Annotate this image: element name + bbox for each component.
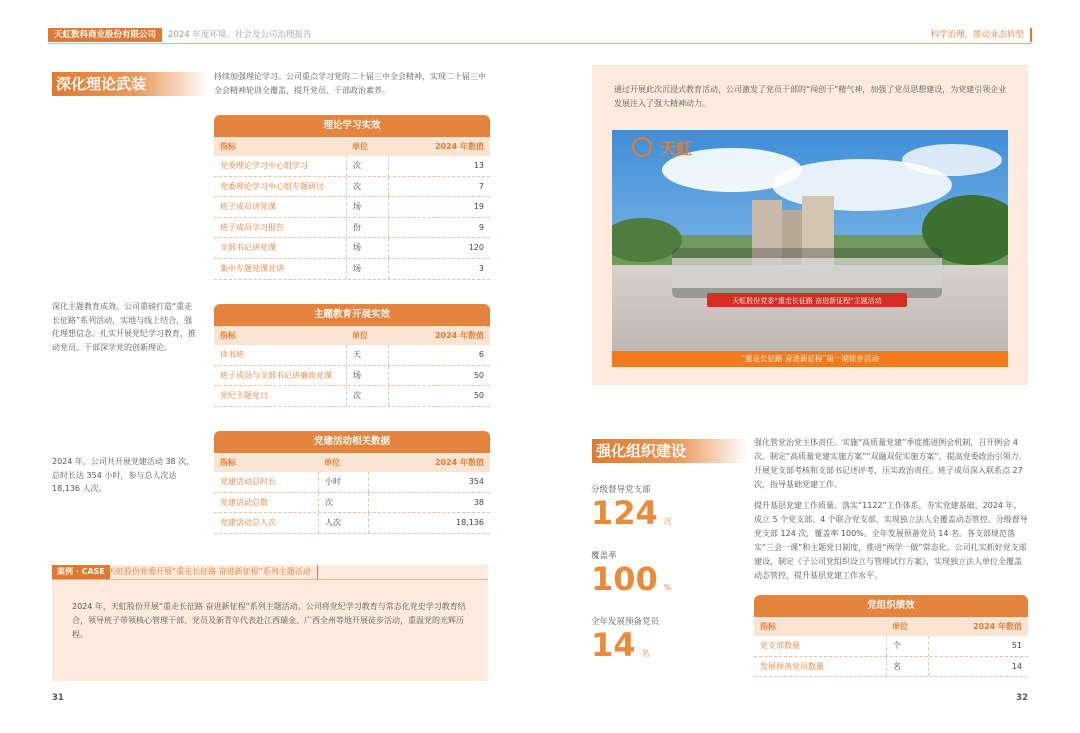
- cell-unit: 次: [318, 493, 368, 513]
- cell-value: 13: [388, 156, 490, 176]
- cell-indicator: 读书班: [220, 350, 244, 359]
- company-name: 天虹数科商业股份有限公司: [48, 28, 162, 42]
- cell-indicator: 班子成员讲党课: [220, 202, 276, 212]
- cell-indicator: 党支部数量: [760, 641, 800, 650]
- cell-unit: 份: [346, 218, 388, 238]
- header-unit: 单位: [352, 331, 368, 340]
- stat-value-probationary: [591, 628, 650, 671]
- cell-unit: 天: [346, 345, 388, 365]
- table-organization-performance: [754, 595, 1028, 677]
- stat-number: 14: [591, 626, 636, 664]
- stat-number: 124: [591, 494, 658, 532]
- header-unit: 单位: [324, 458, 340, 467]
- cell-unit: 次: [346, 386, 388, 406]
- table-row: [214, 493, 490, 514]
- section-title-organization: 强化组织建设: [592, 439, 748, 463]
- table-theory-study: [214, 115, 490, 280]
- stat-value-supervision: [591, 496, 672, 539]
- paragraph-grassroots: 提升基层党建工作质量。落实“1122”工作体系，夯实党建基础。2024 年，成立 5 个党支部、4 个联合党支部，实现独立法人全覆盖动态管控。分级督导党支部 124 次，覆盖率 100%。全年发展预备党员 14 名。各支部规范落实“三会一课”和主题党日制度，推进“两学一做”常态化。公司扎实抓好党支部建设，制定《子公司党组织设立与管理试行方案》，实现独立法人单位全覆盖动态管控，提升基层党建工作水平。: [754, 501, 1028, 580]
- table-title: 党建活动相关数据: [214, 431, 490, 453]
- cell-value: 50: [388, 366, 490, 386]
- cell-indicator: 党纪主题党日: [220, 391, 268, 401]
- table-title: 理论学习实效: [214, 115, 490, 137]
- chapter-tag: 科学治理，推动业态转型: [930, 28, 1032, 42]
- cell-indicator: 发展预备党员数量: [760, 661, 824, 671]
- header-unit: 单位: [892, 622, 908, 631]
- cell-indicator: 党建活动总数: [220, 497, 268, 507]
- cell-value: 19: [388, 197, 490, 217]
- cell-indicator: 支部书记讲党课: [220, 243, 276, 253]
- cell-unit: 场: [346, 238, 388, 258]
- cell-value: 7: [388, 177, 490, 197]
- stat-label-probationary: 全年发展预备党员: [591, 617, 660, 627]
- table-row: [214, 177, 490, 198]
- cell-unit: 人次: [318, 513, 368, 533]
- cell-indicator: 班子成员与支部书记讲廉政党课: [220, 370, 332, 380]
- table-row: [214, 366, 490, 387]
- header-value: 2024 年数值: [434, 331, 484, 340]
- cell-unit: 场: [346, 259, 388, 279]
- table-party-activities: [214, 431, 490, 534]
- table-header: [214, 137, 490, 156]
- cell-value: 120: [388, 238, 490, 258]
- cell-indicator: 党建活动总人次: [220, 518, 276, 528]
- report-title: 2024 年度环境、社会及公司治理报告: [168, 30, 312, 40]
- cell-unit: 场: [346, 366, 388, 386]
- cell-indicator: 集中专题党课宣讲: [220, 263, 284, 273]
- table-title: 主题教育开展实效: [214, 304, 490, 326]
- side-text-education: 深化主题教育成效。公司重磅打造“重走长征路”系列活动，实地与线上结合，强化理想信念。扎实开展党纪学习教育，推动党员、干部深学党的创新理论。: [52, 302, 196, 352]
- stat-label-coverage: 覆盖率: [591, 551, 617, 561]
- table-row: [214, 472, 490, 493]
- header-indicator: 指标: [220, 142, 236, 151]
- header-indicator: 指标: [760, 622, 776, 631]
- table-row: [214, 259, 490, 280]
- cell-unit: 次: [346, 177, 388, 197]
- cell-value: 354: [368, 472, 490, 492]
- header-value: 2024 年数值: [972, 622, 1022, 631]
- table-row: [214, 218, 490, 239]
- stat-unit: 次: [663, 517, 672, 526]
- table-theme-education: [214, 304, 490, 407]
- intro-paragraph: 持续加强理论学习。公司重点学习党的二十届三中全会精神，实现二十届三中全会精神轮训全覆盖，提升党员、干部政治素养。: [214, 72, 486, 95]
- paragraph-responsibility: 强化管党治党主体责任。实施“高质量党建”季度推进例会机制，召开例会 4 次。制定“高质量党建实施方案”“双融双促实施方案”，提高党委政治引领力。开展党支部考核和支部书记述评考，压实政治责任。班子成员深入联系点 27 次，指导基础党建工作。: [754, 438, 1027, 489]
- cell-value: 14: [928, 657, 1028, 677]
- cell-value: 38: [368, 493, 490, 513]
- section-title-theory: 深化理论武装: [52, 72, 208, 96]
- photo-illustration: [612, 130, 1008, 367]
- header-indicator: 指标: [220, 458, 236, 467]
- case-tag: 案例 · CASE: [52, 565, 110, 579]
- photo-intro: 通过开展此次沉浸式教育活动，公司激发了党员干部的“闯创干”精气神，加强了党员思想建设，为党建引领企业发展注入了强大精神动力。: [614, 85, 1007, 108]
- table-row: [754, 636, 1028, 657]
- case-divider: [52, 579, 488, 580]
- cell-unit: 场: [346, 197, 388, 217]
- stat-unit: %: [663, 583, 672, 592]
- header-divider: [48, 43, 1032, 44]
- cell-value: 50: [388, 386, 490, 406]
- cell-value: 3: [388, 259, 490, 279]
- stat-label-supervision: 分级督导党支部: [591, 485, 651, 495]
- header-indicator: 指标: [220, 331, 236, 340]
- cell-unit: 名: [886, 657, 928, 677]
- case-title: 天虹股份党委开展“重走长征路 奋进新征程”系列主题活动: [108, 565, 318, 579]
- table-row: [214, 345, 490, 366]
- page-number-left: 31: [52, 693, 64, 703]
- cell-unit: 小时: [318, 472, 368, 492]
- group-photo: [612, 130, 1008, 367]
- cell-indicator: 党委理论学习中心组学习: [220, 161, 308, 170]
- table-row: [214, 513, 490, 534]
- cell-value: 6: [388, 345, 490, 365]
- header-value: 2024 年数值: [434, 142, 484, 151]
- header-unit: 单位: [352, 142, 368, 151]
- side-text-activities: 2024 年，公司共开展党建活动 38 次，总时长达 354 小时，参与总人次达 18,136 人次。: [52, 457, 195, 493]
- stat-value-coverage: [591, 562, 671, 605]
- cell-indicator: 班子成员学习报告: [220, 222, 284, 232]
- stat-number: 100: [591, 560, 658, 598]
- photo-caption: “重走长征路 奋进新征程”第一期徒步活动: [612, 351, 1008, 367]
- cell-value: 18,136: [368, 513, 490, 533]
- table-title: 党组织绩效: [754, 595, 1028, 617]
- cell-value: 51: [928, 636, 1028, 656]
- cell-unit: 个: [886, 636, 928, 656]
- page-number-right: 32: [1016, 693, 1028, 703]
- cell-indicator: 党委理论学习中心组专题研讨: [220, 181, 324, 191]
- table-header: [214, 326, 490, 345]
- table-row: [214, 156, 490, 177]
- cell-indicator: 党建活动总时长: [220, 477, 276, 486]
- table-row: [754, 657, 1028, 678]
- header-value: 2024 年数值: [434, 458, 484, 467]
- table-row: [214, 197, 490, 218]
- cell-value: 9: [388, 218, 490, 238]
- table-header: [754, 617, 1028, 636]
- photo-banner-text: 天虹股份党委“重走长征路 奋进新征程”主题活动: [732, 297, 882, 305]
- table-row: [214, 386, 490, 407]
- table-header: [214, 453, 490, 472]
- stat-unit: 名: [641, 649, 650, 658]
- table-row: [214, 238, 490, 259]
- case-body: 2024 年，天虹股份开展“重走长征路 奋进新征程”系列主题活动。公司将党纪学习教育与常态化党史学习教育结合，领导班子带领核心管理干部、党员及新青年代表赴江西瑞金、广西全州等地开展徒步活动，重温党的光辉历程。: [72, 602, 466, 639]
- photo-logo-text: 天虹: [660, 139, 693, 158]
- cell-unit: 次: [346, 156, 388, 176]
